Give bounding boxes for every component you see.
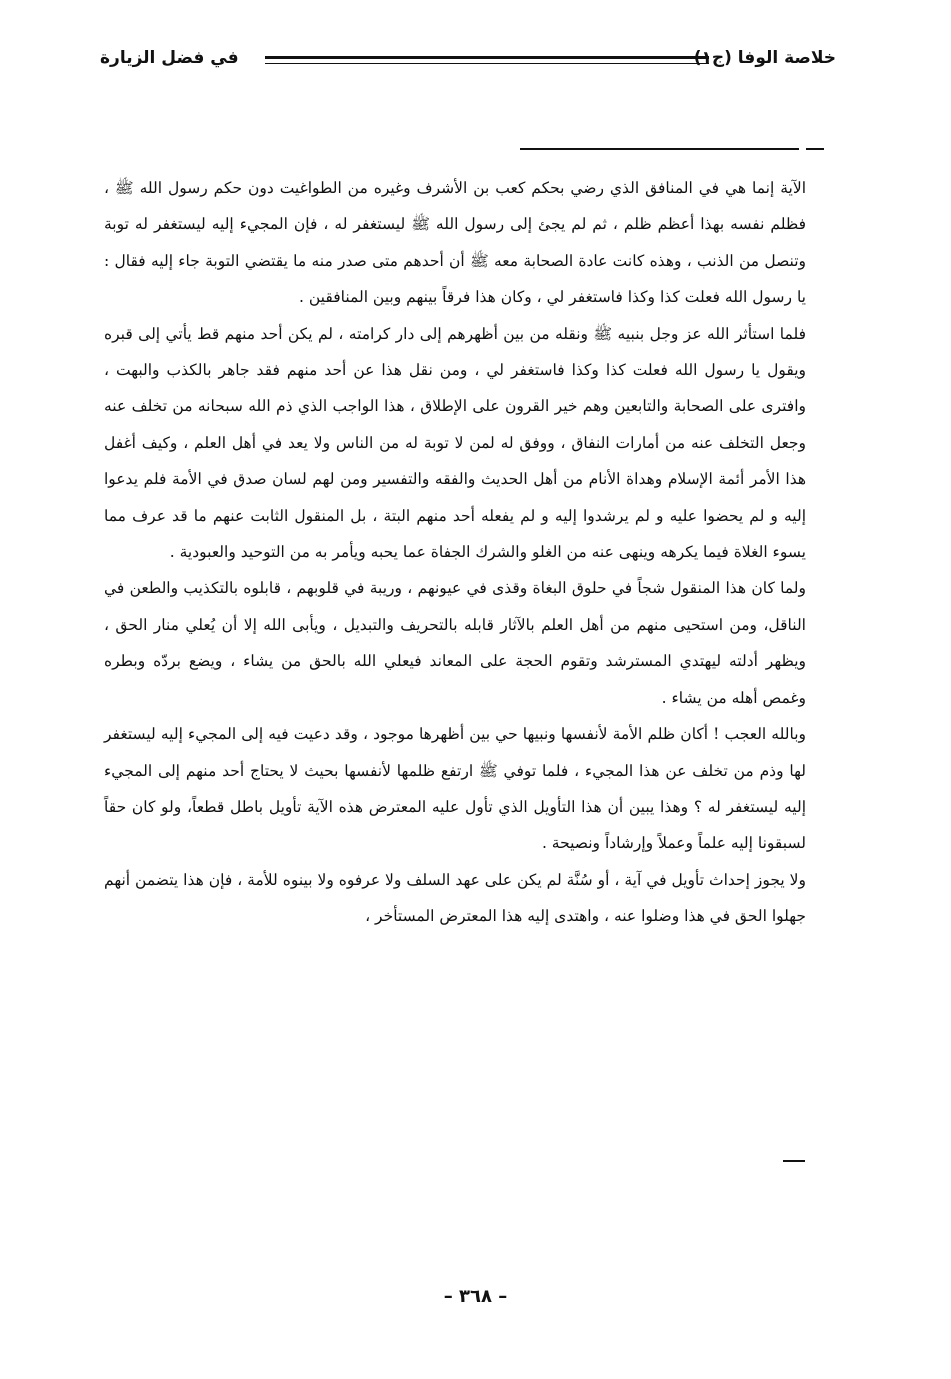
paragraph: ولما كان هذا المنقول شجاً في حلوق البغاة وقذى في عيونهم ، وريبة في قلوبهم ، قابلوه بالتكذيب والطعن في الناقل، ومن استحيى منهم من أهل العلم بالآثار قابله بالتحريف والتبديل ، ويأبى الله إلا أن يُعلي منار الحق ، ويظهر أدلته ليهتدي المسترشد وتقوم الحجة على المعاند فيعلي الله بالحق من يشاء ، ويضع بردّه وبطره وغمص أهله من يشاء . bbox=[104, 579, 806, 707]
chapter-title: في فضل الزيارة bbox=[100, 48, 239, 68]
header-rule bbox=[265, 56, 709, 64]
continuation-dash bbox=[806, 148, 824, 150]
book-title: خلاصة الوفا (ج١) bbox=[693, 48, 836, 68]
paragraph: وبالله العجب ! أكان ظلم الأمة لأنفسها ونبيها حي بين أظهرها موجود ، وقد دعيت فيه إلى المجيء إليه ليستغفر لها وذم من تخلف عن هذا المجيء ، فلما توفي ﷺ ارتفع ظلمها لأنفسها بحيث لا يحتاج أحد منهم إلى المجيء إليه ليستغفر له ؟ وهذا يبين أن هذا التأويل الذي تأول عليه المعترض هذه الآية تأويل باطل قطعاً، ولو كان حقاً لسبقونا إليه علماً وعملاً وإرشاداً ونصيحة . bbox=[104, 725, 806, 853]
paragraph: ولا يجوز إحداث تأويل في آية ، أو سُنَّة لم يكن على عهد السلف ولا عرفوه ولا بينوه للأمة ، فإن هذا يتضمن أنهم جهلوا الحق في هذا وضلوا عنه ، واهتدى إليه هذا المعترض المستأخر ، bbox=[104, 870, 806, 926]
continuation-rule bbox=[520, 148, 799, 150]
paragraph: فلما استأثر الله عز وجل بنبيه ﷺ ونقله من بين أظهرهم إلى دار كرامته ، لم يكن أحد منهم قط يأتي إلى قبره ويقول يا رسول الله فعلت كذا وكذا فاستغفر لي ، ومن نقل هذا عن أحد منهم فقد جاهر بالكذب والبهت ، وافترى على الصحابة والتابعين وهم خير القرون على الإطلاق ، هذا الواجب الذي ذم الله سبحانه من تخلف عنه وجعل التخلف عنه من أمارات النفاق ، ووفق له لمن لا توبة له من الناس ولا يعد في أهل العلم ، وكيف أغفل هذا الأمر أئمة الإسلام وهداة الأنام من أهل الحديث والفقه والتفسير ومن لهم لسان صدق في الأمة فلم يدعوا إليه و لم يحضوا عليه و لم يرشدوا إليه و لم يفعله أحد منهم البتة ، بل المنقول الثابت عنهم ما قد عرف مما يسوء الغلاة فيما يكرهه وينهى عنه من الغلو والشرك الجفاة عما يحبه ويأمر به من التوحيد والعبودية . bbox=[104, 324, 806, 562]
running-header bbox=[100, 44, 836, 80]
body-text bbox=[104, 170, 806, 935]
page-number: – ٣٦٨ – bbox=[443, 1286, 508, 1307]
paragraph: الآية إنما هي في المنافق الذي رضي بحكم كعب بن الأشرف وغيره من الطواغيت دون حكم رسول الله ﷺ ، فظلم نفسه بهذا أعظم ظلم ، ثم لم يجئ إلى رسول الله ﷺ ليستغفر له ، فإن المجيء إليه ليستغفر له توبة وتنصل من الذنب ، وهذه كانت عادة الصحابة معه ﷺ أن أحدهم متى صدر منه ما يقتضي التوبة جاء إليه فقال : يا رسول الله فعلت كذا وكذا فاستغفر لي ، وكان هذا فرقاً بينهم وبين المنافقين . bbox=[104, 179, 806, 307]
continued-marker bbox=[783, 1160, 805, 1162]
